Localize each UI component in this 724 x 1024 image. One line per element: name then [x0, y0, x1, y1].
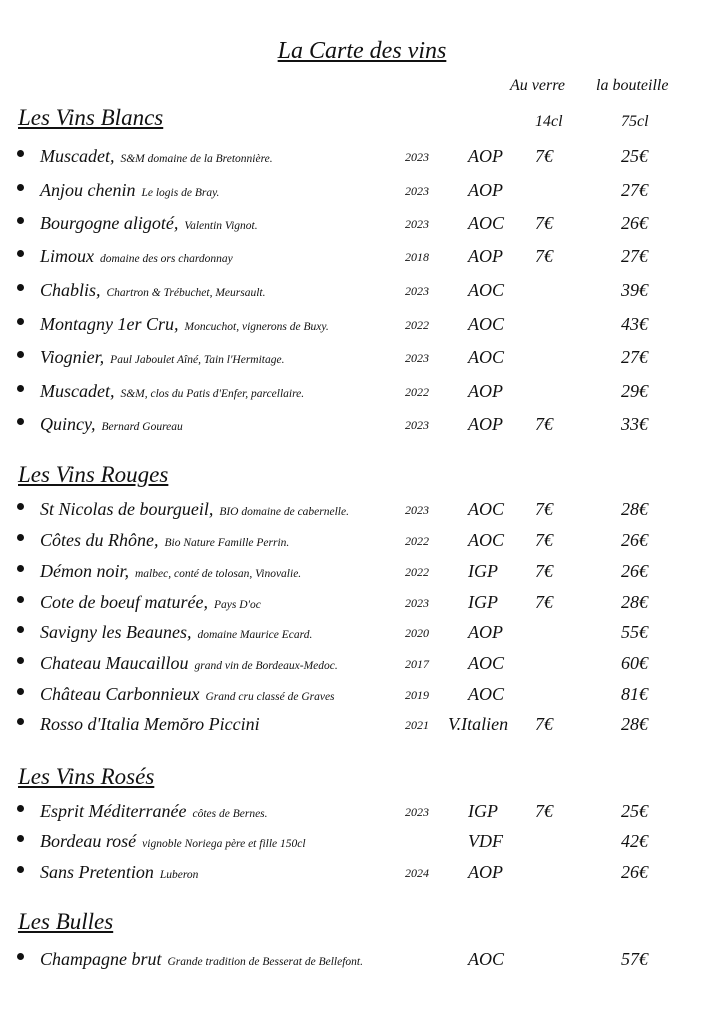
wine-name: Bordeau rosé	[40, 831, 137, 851]
wine-name: Viognier,	[40, 347, 105, 367]
bullet-icon	[17, 835, 24, 842]
wine-appellation: AOP	[468, 622, 503, 642]
wine-row	[0, 246, 724, 270]
page-title: La Carte des vins	[277, 38, 447, 64]
wine-row	[0, 499, 724, 523]
wine-description: malbec, conté de tolosan, Vinovalie.	[135, 568, 302, 580]
wine-row	[0, 592, 724, 616]
wine-row	[0, 347, 724, 371]
price-bottle: 28€	[621, 714, 648, 734]
section-heading: Les Vins Rouges	[18, 462, 169, 487]
wine-description: Pays D'oc	[213, 599, 261, 611]
wine-name: Côtes du Rhône,	[40, 530, 159, 550]
wine-appellation: AOP	[468, 146, 503, 166]
section-heading: Les Vins Blancs	[18, 105, 164, 130]
wine-name-cell	[40, 314, 329, 335]
wine-name: Savigny les Beaunes,	[40, 622, 192, 642]
wine-year: 2022	[405, 534, 429, 548]
wine-name-cell	[40, 684, 335, 705]
wine-year: 2022	[405, 565, 429, 579]
price-bottle: 25€	[621, 801, 648, 821]
wine-description: Grande tradition de Besserat de Bellefont.	[167, 956, 363, 968]
wine-year: 2024	[405, 866, 429, 880]
wine-name: Sans Pretention	[40, 862, 154, 882]
price-glass: 7€	[535, 592, 553, 612]
wine-row	[0, 801, 724, 825]
price-bottle: 27€	[621, 246, 648, 266]
bullet-icon	[17, 657, 24, 664]
wine-year: 2023	[405, 184, 429, 198]
price-bottle: 33€	[621, 414, 648, 434]
wine-row	[0, 949, 724, 973]
wine-description: BIO domaine de cabernelle.	[219, 506, 349, 518]
wine-name-cell	[40, 622, 312, 643]
wine-year: 2023	[405, 217, 429, 231]
wine-row	[0, 381, 724, 405]
wine-name: Cote de boeuf maturée,	[40, 592, 208, 612]
wine-year: 2017	[405, 657, 429, 671]
wine-name-cell	[40, 414, 183, 435]
bullet-icon	[17, 534, 24, 541]
price-glass: 7€	[535, 714, 553, 734]
wine-name-cell	[40, 180, 219, 201]
wine-year: 2022	[405, 385, 429, 399]
wine-description: Paul Jaboulet Aîné, Tain l'Hermitage.	[110, 354, 285, 366]
wine-name: Limoux	[40, 246, 94, 266]
wine-year: 2018	[405, 250, 429, 264]
wine-description: S&M domaine de la Bretonnière.	[120, 153, 273, 165]
wine-row	[0, 622, 724, 646]
wine-appellation: AOC	[468, 347, 504, 367]
wine-year: 2023	[405, 418, 429, 432]
wine-row	[0, 180, 724, 204]
wine-year: 2023	[405, 596, 429, 610]
wine-description: Le logis de Bray.	[141, 187, 220, 199]
section-heading: Les Vins Rosés	[18, 764, 155, 789]
wine-name: Montagny 1er Cru,	[40, 314, 179, 334]
wine-row	[0, 314, 724, 338]
price-glass: 7€	[535, 801, 553, 821]
wine-appellation: AOC	[468, 280, 504, 300]
wine-year: 2020	[405, 626, 429, 640]
wine-row	[0, 561, 724, 585]
wine-name: Rosso d'Italia Memŏro Piccini	[40, 714, 260, 734]
price-bottle: 28€	[621, 499, 648, 519]
wine-name-cell	[40, 381, 304, 402]
wine-description: domaine Maurice Ecard.	[197, 629, 313, 641]
bullet-icon	[17, 565, 24, 572]
wine-appellation: AOC	[468, 314, 504, 334]
bullet-icon	[17, 866, 24, 873]
wine-appellation: IGP	[468, 801, 498, 821]
column-header-bottle: la bouteille	[596, 77, 669, 94]
wine-appellation: AOP	[468, 246, 503, 266]
price-bottle: 27€	[621, 347, 648, 367]
wine-row	[0, 213, 724, 237]
wine-appellation: AOC	[468, 653, 504, 673]
bullet-icon	[17, 953, 24, 960]
wine-appellation: IGP	[468, 592, 498, 612]
wine-name-cell	[40, 499, 349, 520]
price-bottle: 28€	[621, 592, 648, 612]
wine-description: côtes de Bernes.	[192, 808, 268, 820]
wine-row	[0, 530, 724, 554]
price-glass: 7€	[535, 213, 553, 233]
wine-appellation: AOC	[468, 684, 504, 704]
wine-name-cell	[40, 653, 338, 674]
price-bottle: 27€	[621, 180, 648, 200]
price-bottle: 26€	[621, 530, 648, 550]
wine-appellation: VDF	[468, 831, 503, 851]
wine-row	[0, 684, 724, 708]
wine-name: Chateau Maucaillou	[40, 653, 189, 673]
wine-name: Chablis,	[40, 280, 101, 300]
wine-row	[0, 714, 724, 738]
wine-appellation: AOC	[468, 530, 504, 550]
wine-name: Anjou chenin	[40, 180, 136, 200]
wine-name: Château Carbonnieux	[40, 684, 200, 704]
wine-name-cell	[40, 714, 266, 735]
wine-name: Bourgogne aligoté,	[40, 213, 179, 233]
wine-appellation: AOP	[468, 381, 503, 401]
wine-appellation: AOC	[468, 499, 504, 519]
bullet-icon	[17, 217, 24, 224]
wine-year: 2023	[405, 351, 429, 365]
wine-appellation: AOP	[468, 414, 503, 434]
wine-year: 2022	[405, 318, 429, 332]
wine-name-cell	[40, 213, 258, 234]
wine-appellation: AOC	[468, 949, 504, 969]
wine-appellation: AOC	[468, 213, 504, 233]
wine-year: 2023	[405, 503, 429, 517]
bullet-icon	[17, 318, 24, 325]
price-bottle: 25€	[621, 146, 648, 166]
wine-name: Quincy,	[40, 414, 96, 434]
bullet-icon	[17, 688, 24, 695]
wine-row	[0, 146, 724, 170]
price-glass: 7€	[535, 530, 553, 550]
bullet-icon	[17, 596, 24, 603]
wine-appellation: V.Italien	[448, 714, 509, 734]
bullet-icon	[17, 805, 24, 812]
wine-appellation: AOP	[468, 180, 503, 200]
wine-name-cell	[40, 561, 301, 582]
wine-year: 2023	[405, 150, 429, 164]
wine-row	[0, 862, 724, 886]
price-bottle: 29€	[621, 381, 648, 401]
wine-year: 2023	[405, 284, 429, 298]
price-bottle: 60€	[621, 653, 648, 673]
price-bottle: 26€	[621, 862, 648, 882]
wine-name-cell	[40, 592, 261, 613]
wine-name-cell	[40, 949, 363, 970]
price-glass: 7€	[535, 499, 553, 519]
price-bottle: 57€	[621, 949, 648, 969]
wine-name: St Nicolas de bourgueil,	[40, 499, 214, 519]
wine-description: S&M, clos du Patis d'Enfer, parcellaire.	[120, 388, 305, 400]
wine-year: 2021	[405, 718, 429, 732]
wine-description: Chartron & Trébuchet, Meursault.	[106, 287, 266, 299]
column-bottle-size: 75cl	[621, 113, 649, 130]
bullet-icon	[17, 418, 24, 425]
wine-description: Luberon	[159, 869, 199, 881]
section-heading: Les Bulles	[18, 909, 114, 934]
bullet-icon	[17, 718, 24, 725]
price-bottle: 43€	[621, 314, 648, 334]
wine-name-cell	[40, 146, 273, 167]
wine-appellation: AOP	[468, 862, 503, 882]
wine-row	[0, 831, 724, 855]
wine-name: Muscadet,	[40, 146, 115, 166]
wine-name: Champagne brut	[40, 949, 162, 969]
price-bottle: 26€	[621, 561, 648, 581]
wine-year: 2023	[405, 805, 429, 819]
wine-name: Muscadet,	[40, 381, 115, 401]
bullet-icon	[17, 150, 24, 157]
price-bottle: 26€	[621, 213, 648, 233]
wine-row	[0, 414, 724, 438]
wine-name-cell	[40, 347, 284, 368]
wine-name-cell	[40, 801, 268, 822]
wine-name-cell	[40, 246, 233, 267]
price-glass: 7€	[535, 246, 553, 266]
wine-description: Bio Nature Famille Perrin.	[164, 537, 290, 549]
wine-row	[0, 280, 724, 304]
wine-year: 2019	[405, 688, 429, 702]
wine-description: Moncuchot, vignerons de Buxy.	[184, 321, 329, 333]
price-bottle: 55€	[621, 622, 648, 642]
wine-description: vignoble Noriega père et fille 150cl	[142, 838, 306, 850]
wine-name-cell	[40, 862, 198, 883]
bullet-icon	[17, 184, 24, 191]
bullet-icon	[17, 385, 24, 392]
wine-appellation: IGP	[468, 561, 498, 581]
price-bottle: 81€	[621, 684, 648, 704]
bullet-icon	[17, 626, 24, 633]
price-bottle: 39€	[621, 280, 648, 300]
column-glass-size: 14cl	[535, 113, 563, 130]
wine-name-cell	[40, 530, 289, 551]
price-glass: 7€	[535, 414, 553, 434]
price-glass: 7€	[535, 561, 553, 581]
wine-description: grand vin de Bordeaux-Medoc.	[194, 660, 338, 672]
wine-description: domaine des ors chardonnay	[100, 253, 233, 265]
wine-description: Grand cru classé de Graves	[205, 691, 335, 703]
wine-row	[0, 653, 724, 677]
price-bottle: 42€	[621, 831, 648, 851]
bullet-icon	[17, 351, 24, 358]
bullet-icon	[17, 503, 24, 510]
wine-description: Bernard Goureau	[101, 421, 183, 433]
bullet-icon	[17, 284, 24, 291]
wine-name-cell	[40, 831, 306, 852]
wine-name-cell	[40, 280, 266, 301]
price-glass: 7€	[535, 146, 553, 166]
wine-name: Démon noir,	[40, 561, 129, 581]
bullet-icon	[17, 250, 24, 257]
column-header-glass: Au verre	[510, 77, 565, 94]
wine-name: Esprit Méditerranée	[40, 801, 187, 821]
wine-description: Valentin Vignot.	[184, 220, 258, 232]
